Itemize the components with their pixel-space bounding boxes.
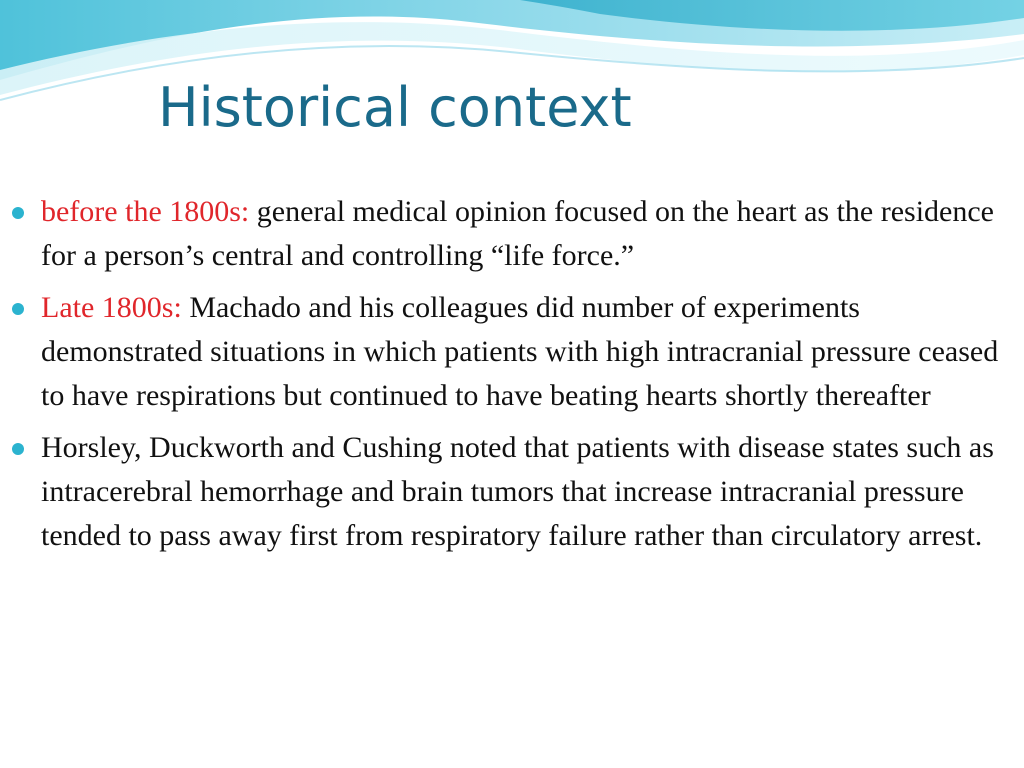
bullet-item-late-1800s: [12, 286, 1012, 418]
slide-title: Historical context: [158, 76, 632, 139]
bullet-lead: Late 1800s:: [41, 291, 182, 324]
bullet-dot-icon: [12, 443, 24, 455]
bullet-dot-icon: [12, 207, 24, 219]
bullet-text: general medical opinion focused on the heart as the residence for a person’s central and controlling “life force.”: [41, 195, 994, 272]
bullet-item-horsley: [12, 426, 1012, 558]
bullet-item-before-1800s: [12, 190, 1012, 278]
bullet-dot-icon: [12, 303, 24, 315]
bullet-list: [12, 190, 1012, 566]
bullet-text: Horsley, Duckworth and Cushing noted that patients with disease states such as intracerebral hemorrhage and brain tumors that increase intracranial pressure tended to pass away first from respiratory failure rather than circulatory arrest.: [41, 431, 994, 552]
bullet-text: Machado and his colleagues did number of experiments demonstrated situations in which patients with high intracranial pressure ceased to have respirations but continued to have beating hearts shortly thereafter: [41, 291, 999, 412]
bullet-lead: before the 1800s:: [41, 195, 250, 228]
